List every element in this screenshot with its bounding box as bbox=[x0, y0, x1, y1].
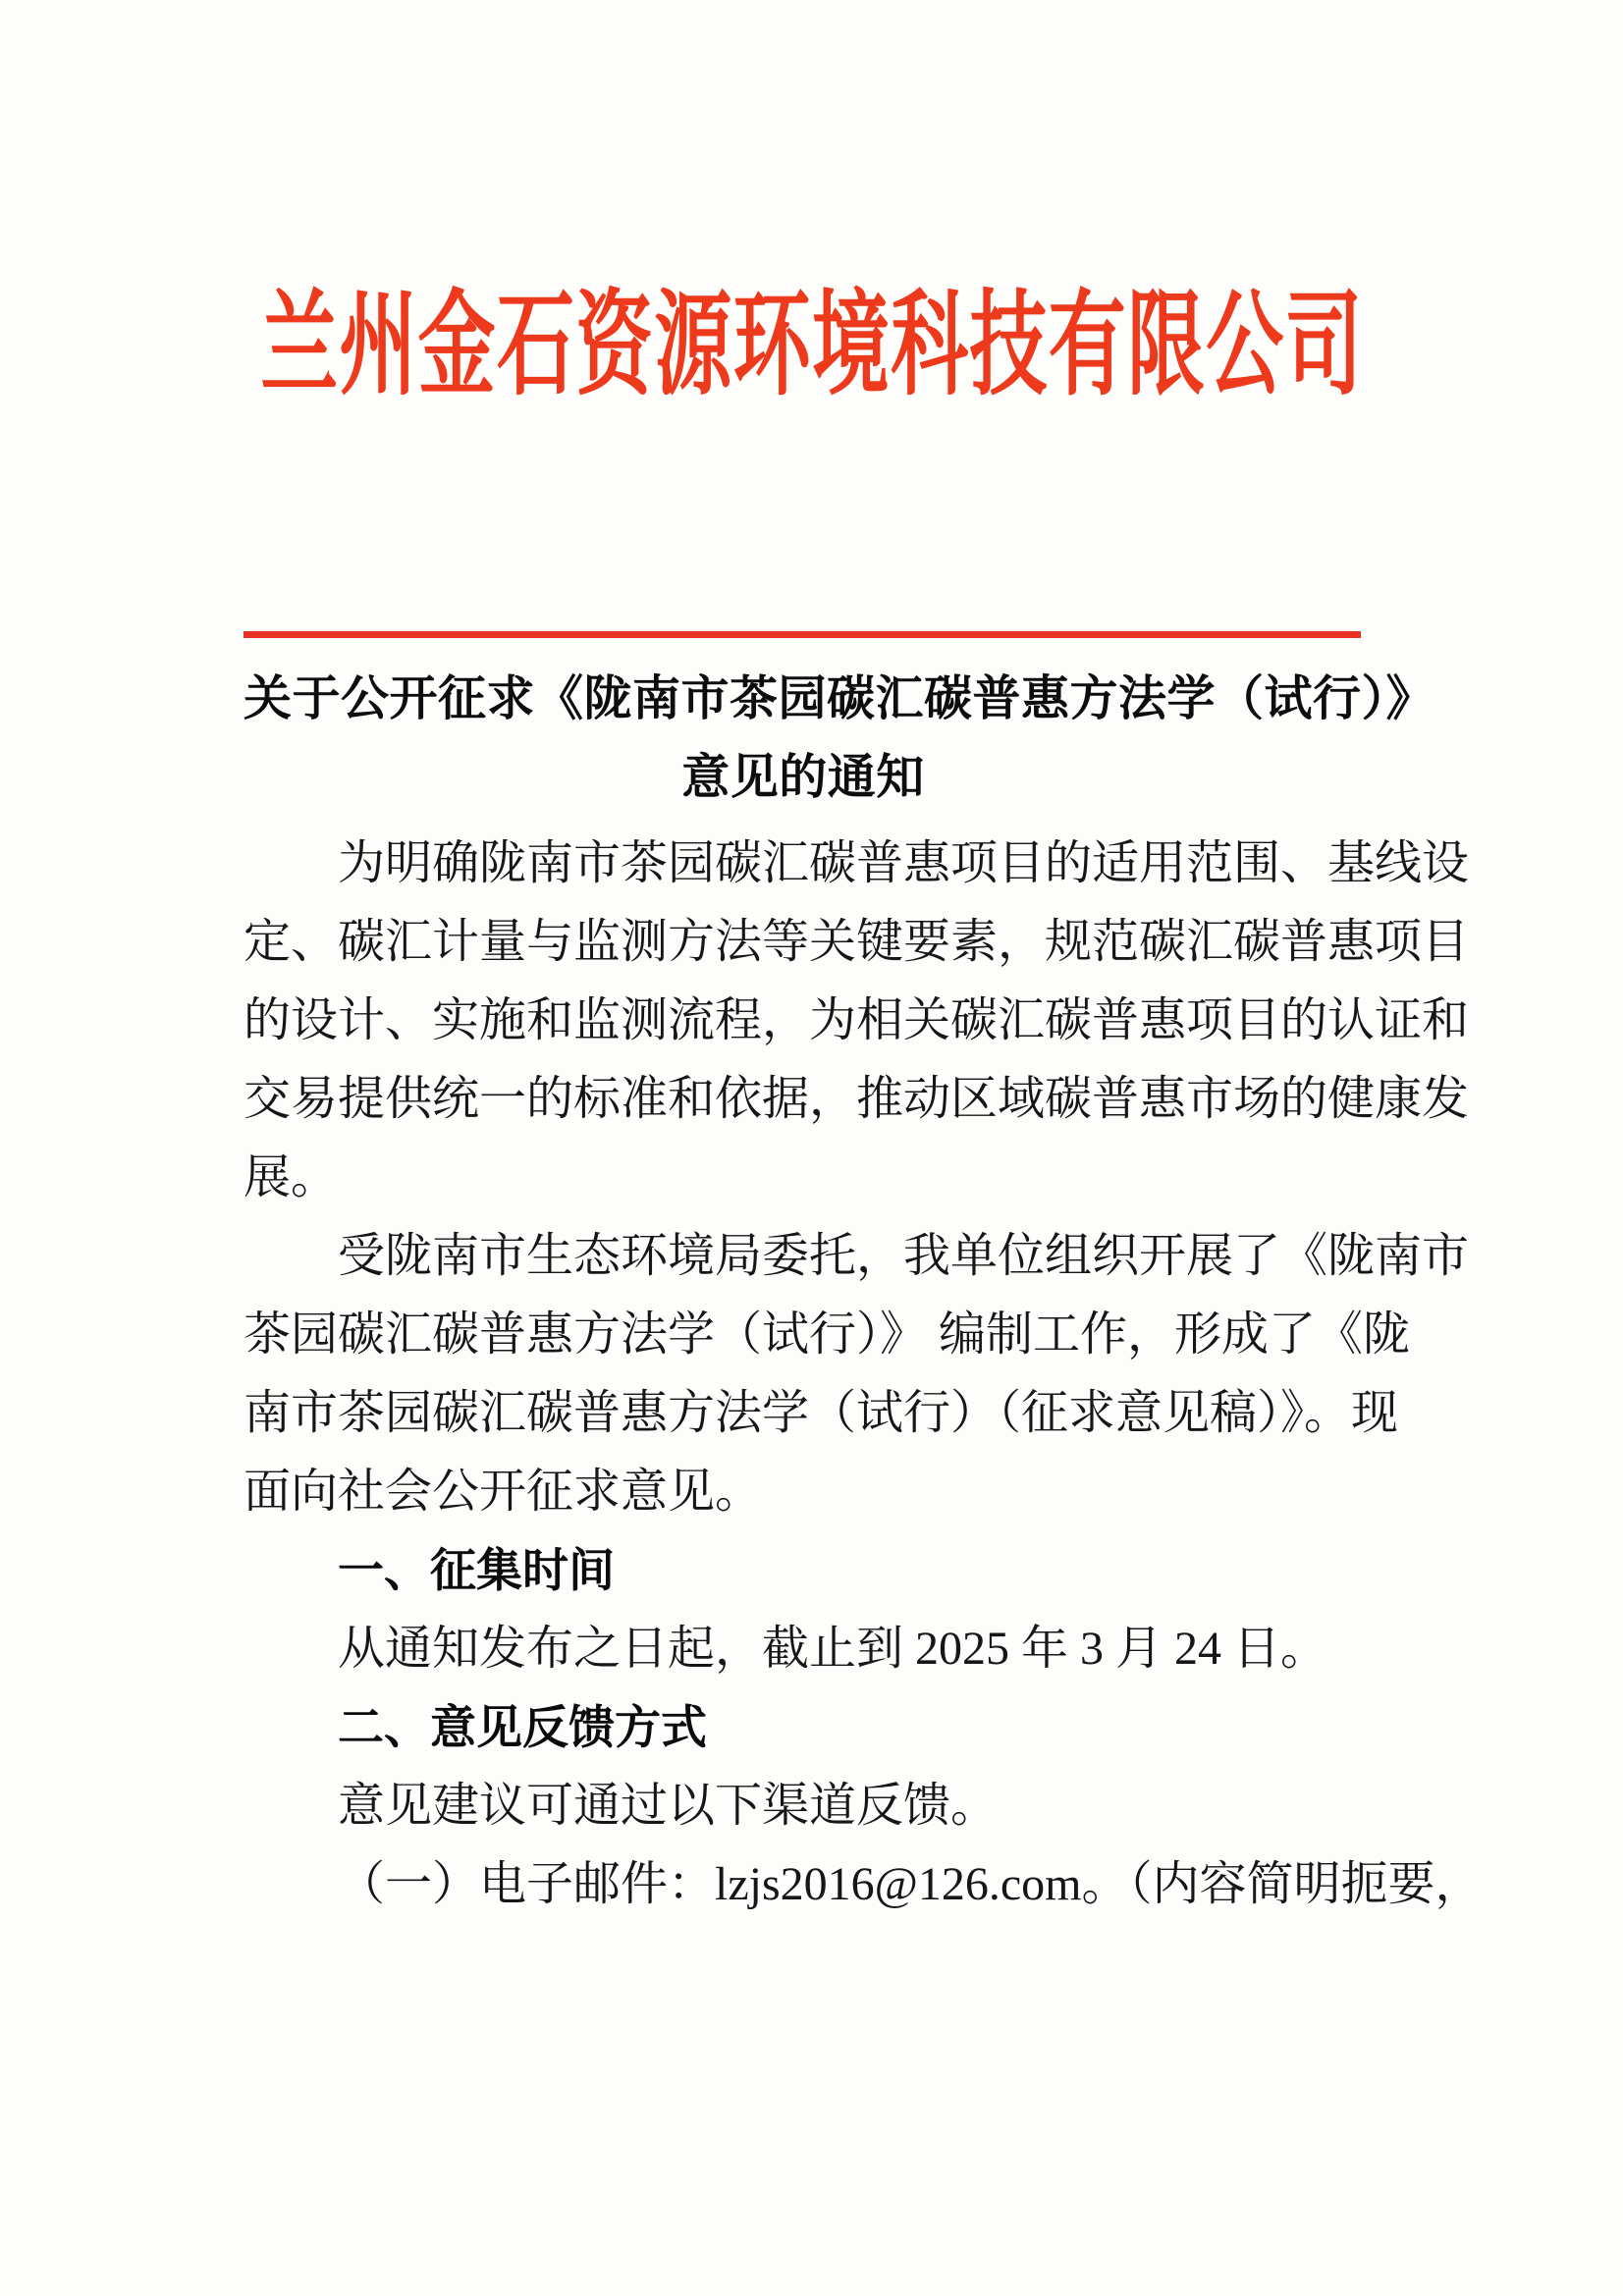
paragraph-1-line-2: 定、碳汇计量与监测方法等关键要素，规范碳汇碳普惠项目 bbox=[243, 916, 1470, 968]
red-divider-line bbox=[243, 631, 1361, 638]
collection-time-line: 从通知发布之日起，截止到 2025 年 3 月 24 日。 bbox=[338, 1623, 1328, 1675]
paragraph-1-line-1: 为明确陇南市茶园碳汇碳普惠项目的适用范围、基线设 bbox=[338, 837, 1470, 889]
paragraph-2-line-4: 面向社会公开征求意见。 bbox=[243, 1466, 763, 1518]
paragraph-1-line-3: 的设计、实施和监测流程，为相关碳汇碳普惠项目的认证和 bbox=[243, 994, 1470, 1046]
section-heading-1: 一、征集时间 bbox=[338, 1544, 615, 1596]
paragraph-2-line-1: 受陇南市生态环境局委托，我单位组织开展了《陇南市 bbox=[338, 1230, 1470, 1282]
company-letterhead bbox=[0, 273, 1623, 454]
paragraph-2-line-3: 南市茶园碳汇碳普惠方法学（试行）（征求意见稿）》。现 bbox=[243, 1387, 1399, 1439]
paragraph-1-line-4: 交易提供统一的标准和依据，推动区域碳普惠市场的健康发 bbox=[243, 1073, 1470, 1125]
company-name: 兰州金石资源环境科技有限公司 bbox=[259, 284, 1364, 409]
document-title bbox=[243, 660, 1435, 817]
paragraph-2-line-2: 茶园碳汇碳普惠方法学（试行）》 编制工作，形成了《陇 bbox=[243, 1308, 1411, 1361]
document-body bbox=[243, 825, 1483, 1924]
section-heading-2: 二、意见反馈方式 bbox=[338, 1701, 707, 1753]
title-line-2: 意见的通知 bbox=[681, 750, 925, 804]
email-line: （一）电子邮件：lzjs2016@126.com。（内容简明扼要， bbox=[338, 1858, 1483, 1910]
feedback-channel-line: 意见建议可通过以下渠道反馈。 bbox=[338, 1780, 999, 1832]
paragraph-1-line-5: 展。 bbox=[243, 1151, 339, 1203]
title-line-1: 关于公开征求《陇南市茶园碳汇碳普惠方法学（试行）》 bbox=[243, 671, 1435, 725]
